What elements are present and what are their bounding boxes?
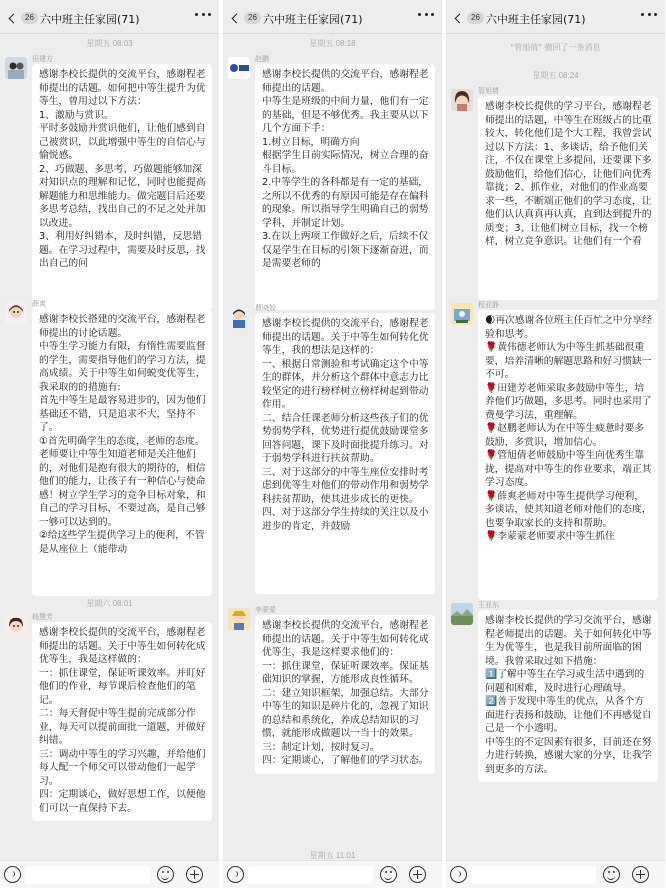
message-paragraph: 平时多鼓励并赏识他们，让他们感到自己被赏识，以此增强中等生的自信心与愉悦感。 xyxy=(39,123,206,161)
chat-header xyxy=(0,0,219,34)
chat-title: 六中班主任家园(71) xyxy=(263,13,363,26)
avatar-icon[interactable] xyxy=(451,89,473,111)
avatar-icon[interactable] xyxy=(451,603,473,625)
message-paragraph: 一：抓住课堂，保证听课效率。并盯好他们的作业，每节课后检查他们的笔记。 xyxy=(39,667,206,706)
message-paragraph: 2.中等学生的各科都是有一定的基础，之所以不优秀的有原因可能是存在偏科的现象。所以指导学生明确自己的弱势学科，并制定计划。 xyxy=(262,177,429,229)
message-paragraph: 🌹薛爽老师对中等生提供学习便利，多谈话，使其知道老师对他们的态度，也要争取家长的支持和帮助。 xyxy=(485,490,652,529)
timestamp: 星期五 08:24 xyxy=(532,71,579,80)
sender-name: 赵鹏 xyxy=(255,55,269,63)
avatar-icon[interactable] xyxy=(451,303,473,325)
chevron-left-icon xyxy=(9,13,19,23)
message-paragraph: ②给这些学生提供学习上的便利，不管是从座位上（能带动 xyxy=(39,530,205,555)
voice-icon[interactable] xyxy=(450,866,467,883)
message-paragraph: ①首先明确学生的态度，老师的态度。老师要让中等生知道老师是关注他们的，对他们是抱有很大的期待的，相信他们的能力，让孩子有一种信心与使命感！树立学生学习的竞争目标对象，和自己的学习目标，不要过高，是自己够一够可以达到的。 xyxy=(39,435,206,528)
message-paragraph: 四：定期谈心，做好思想工作，以便他们可以一直保持下去。 xyxy=(39,789,206,814)
message-paragraph: 🌹赵鹏老师认为在中等生疲惫时要多鼓励，多赏识，增加信心。 xyxy=(485,423,645,448)
message-input[interactable] xyxy=(25,866,150,884)
emoji-icon[interactable] xyxy=(157,866,174,883)
timestamp: 星期五 11:01 xyxy=(309,851,356,860)
chevron-left-icon xyxy=(232,13,242,23)
message-paragraph: 2、巧做题、多思考，巧做题能够加深对知识点的理解和记忆，同时也能提高解题能力和思维能力。做完题目后还要多思考总结，找出自己的不足之处并加以改进。 xyxy=(39,163,206,229)
sender-name: 曹晓姣 xyxy=(255,304,276,312)
unread-badge: 26 xyxy=(244,12,261,24)
message-paragraph: 1.树立目标，明确方向 xyxy=(262,136,360,148)
unread-badge: 26 xyxy=(467,12,484,24)
message-paragraph: 1、激励与赏识。 xyxy=(39,109,114,121)
more-options-icon[interactable] xyxy=(195,13,211,19)
back-button[interactable] xyxy=(6,10,38,26)
message-bubble[interactable] xyxy=(255,313,435,594)
message-paragraph: 感谢李校长搭建的交流平台，感谢程老师提出的讨论话题。 xyxy=(39,314,206,339)
message-item xyxy=(446,300,665,600)
message-list[interactable] xyxy=(223,34,442,860)
message-paragraph: 一、根据日常测验和考试确定这个中等生的群体，并分析这个群体中意志力比较坚定的进行榜样树立榜样树起到带动作用。 xyxy=(262,358,429,410)
plus-icon[interactable] xyxy=(186,866,203,883)
message-paragraph: 四、对于这部分学生持续的关注以及小进步的肯定，并鼓励 xyxy=(262,507,429,532)
message-bubble[interactable] xyxy=(478,610,658,782)
more-options-icon[interactable] xyxy=(418,13,434,19)
message-paragraph: 根据学生目前实际情况，树立合理的奋斗目标。 xyxy=(262,150,429,175)
message-paragraph: 感谢李校长提供的学习平台，感谢程老师提出的话题，中等生在班级占的比重较大，转化他们是个大工程，我曾尝试过以下方法：1、多谈话，给予他们关注，不仅在课堂上多提问，还要课下多鼓励他们，给他们信心，让他们向优秀靠拢；2、抓作业，对他们的作业高要求一些，不断端正他们的学习态度，让他们认认真真再认真，直到达到提升的质变；3、让他们树立目标，找一个榜样，树立竞争意识。让他们有一个看 xyxy=(485,101,652,247)
message-item xyxy=(446,600,665,860)
message-paragraph: 二：每天督促中等生提前完成部分作业，每天可以提前面批一道题，并做好纠错。 xyxy=(39,708,206,746)
sender-name: 王亚东 xyxy=(478,601,499,609)
timestamp: 星期六 08:01 xyxy=(86,599,133,608)
message-bubble[interactable] xyxy=(32,64,212,310)
message-paragraph: 3、利用好纠错本，及时纠错，反思错题。在学习过程中，需要及时反思，找出自己的问 xyxy=(39,231,206,269)
timestamp: 星期五 08:18 xyxy=(309,39,356,48)
chevron-left-icon xyxy=(455,13,465,23)
message-bubble[interactable] xyxy=(32,309,212,596)
message-paragraph: 三：调动中等生的学习兴趣，并给他们每人配一个师父可以带动他们一起学习。 xyxy=(39,748,206,787)
message-item xyxy=(0,298,219,596)
message-paragraph: 三、对于这部分的中等生座位安排时考虑到优等生对他们的带动作用和弱势学科扶贫帮助，使其进步成长的更快。 xyxy=(262,466,429,505)
message-paragraph: 🌹管旭倩老师鼓励中等生向优秀生靠拢，提高对中等生的作业要求，端正其学习态度。 xyxy=(485,450,652,488)
chat-screen xyxy=(0,0,219,888)
message-item xyxy=(0,54,219,310)
chat-header xyxy=(446,0,665,34)
chat-screen xyxy=(223,0,442,888)
avatar-icon[interactable] xyxy=(5,302,27,324)
message-paragraph: 二：建立知识框架，加强总结。大部分中等生的知识是碎片化的，忽视了知识的总结和系统化，养成总结知识的习惯，就能形成做题以一当十的效果。 xyxy=(262,687,429,739)
message-paragraph: 首先中等生是最容易进步的，因为他们基础还不错，只是追求不大，坚持不了。 xyxy=(39,395,206,433)
sender-name: 田建方 xyxy=(32,55,53,63)
back-button[interactable] xyxy=(229,10,261,26)
sender-name: 杨慧芳 xyxy=(32,613,53,621)
sender-name: 管旭倩 xyxy=(478,87,499,95)
message-paragraph: 感谢李校长提供的交流平台，感谢程老师提出的话题。关于中等生如何转化成优等生，我是这样要求他们的： xyxy=(262,620,429,658)
sender-name: 程亚静 xyxy=(478,301,499,309)
message-paragraph: 感谢李校长提供的学习交流平台，感谢程老师提出的话题。关于如何转化中等生为优等生，也是我目前所面临的困境。我曾采取过如下措施： xyxy=(485,615,652,667)
message-paragraph: 感谢李校长提供的交流平台，感谢程老师提出的话题。 xyxy=(262,69,429,94)
message-bubble[interactable] xyxy=(478,310,658,600)
avatar-icon[interactable] xyxy=(228,306,250,328)
avatar-icon[interactable] xyxy=(5,615,27,637)
message-item xyxy=(0,612,219,858)
sender-name: 薛爽 xyxy=(32,300,46,308)
chat-header xyxy=(223,0,442,34)
message-paragraph: 中等生是班级的中间力量，他们有一定的基础，但是不够优秀。我主要从以下几个方面下手： xyxy=(262,96,429,134)
message-item xyxy=(446,86,665,300)
message-paragraph: 感谢李校长提供的交流平台，感谢程老师提出的话题。关于中等生如何转化优等生，我的想法是这样的： xyxy=(262,318,429,356)
recall-notice: "管旭倩" 撤回了一条消息 xyxy=(510,43,601,52)
message-paragraph: 🌒再次感谢各位班主任百忙之中分享经验和思考。 xyxy=(485,315,652,340)
message-bubble[interactable] xyxy=(478,96,658,300)
avatar-icon[interactable] xyxy=(228,608,250,630)
back-button[interactable] xyxy=(452,10,484,26)
message-input[interactable] xyxy=(248,866,373,884)
avatar-icon[interactable] xyxy=(228,57,250,79)
message-paragraph: 1️⃣了解中等生在学习或生活中遇到的问题和困难，及时进行心理疏导。 xyxy=(485,669,645,694)
chat-title: 六中班主任家园(71) xyxy=(486,13,586,26)
emoji-icon[interactable] xyxy=(380,866,397,883)
message-item xyxy=(223,302,442,594)
plus-icon[interactable] xyxy=(409,866,426,883)
message-paragraph: 一：抓住课堂，保证听课效率。保证基础知识的掌握，方能形成良性循环。 xyxy=(262,660,429,685)
sender-name: 李蒙蒙 xyxy=(255,606,276,614)
plus-icon[interactable] xyxy=(632,866,649,883)
voice-icon[interactable] xyxy=(227,866,244,883)
message-paragraph: 中等生学习能力有限，有惰性需要监督的学生，需要指导他们的学习方法，提高成绩。关于中等生如何蜕变优等生，我采取的的措施有: xyxy=(39,341,206,393)
timestamp: 星期五 08:03 xyxy=(86,39,133,48)
input-bar xyxy=(0,860,219,888)
message-paragraph: 中等生的不定因素有很多，目前还在努力进行转换，感谢大家的分享，让我学到更多的方法。 xyxy=(485,736,652,775)
message-paragraph: 感谢李校长提供的交流平台，感谢程老师提出的话题。如何把中等生提升为优等生，曾用过以下方法： xyxy=(39,69,206,107)
message-paragraph: 三：制定计划，按时复习。 xyxy=(262,741,380,753)
voice-icon[interactable] xyxy=(4,866,21,883)
message-bubble[interactable] xyxy=(255,615,435,774)
message-paragraph: 感谢李校长提供的交流平台，感谢程老师提出的话题。关于中等生如何转化成优等生，我是这样做的： xyxy=(39,627,206,665)
message-input[interactable] xyxy=(471,866,596,884)
avatar-icon[interactable] xyxy=(5,57,27,79)
unread-badge: 26 xyxy=(21,12,38,24)
message-item xyxy=(223,54,442,310)
message-paragraph: 🌹田建芳老师采取多鼓励中等生，培养他们巧做题，多思考。同时也采用了费曼学习法，重理解。 xyxy=(485,382,652,421)
message-list[interactable] xyxy=(0,34,219,860)
message-bubble[interactable] xyxy=(255,64,435,310)
emoji-icon[interactable] xyxy=(603,866,620,883)
message-item xyxy=(223,604,442,860)
message-paragraph: 🌹黄伟德老师认为中等生抓基础很重要，培养清晰的解题思路和好习惯缺一不可。 xyxy=(485,342,652,380)
message-paragraph: 四：定期谈心，了解他们的学习状态。 xyxy=(262,755,429,766)
message-list[interactable] xyxy=(446,34,665,860)
message-paragraph: 二、结合任课老师分析这些孩子们的优势弱势学科，优势进行提优鼓励课堂多回答问题，课下及时面批提升练习。对于弱势学科进行扶贫帮助。 xyxy=(262,412,429,464)
input-bar xyxy=(446,860,665,888)
more-options-icon[interactable] xyxy=(641,13,657,19)
message-bubble[interactable] xyxy=(32,622,212,821)
message-paragraph: 3.在以上两项工作做好之后，后续不仅仅是学生在目标的引领下逐渐奋进，而是需要老师的 xyxy=(262,231,429,269)
chat-screen xyxy=(446,0,665,888)
chat-title: 六中班主任家园(71) xyxy=(40,13,140,26)
message-paragraph: 2️⃣善于发现中等生的优点，从各个方面进行表扬和鼓励，让他们不再感觉自己是一个小透明。 xyxy=(485,696,652,734)
message-paragraph: 🌹李蒙蒙老师要求中等生抓住 xyxy=(485,531,615,542)
input-bar xyxy=(223,860,442,888)
